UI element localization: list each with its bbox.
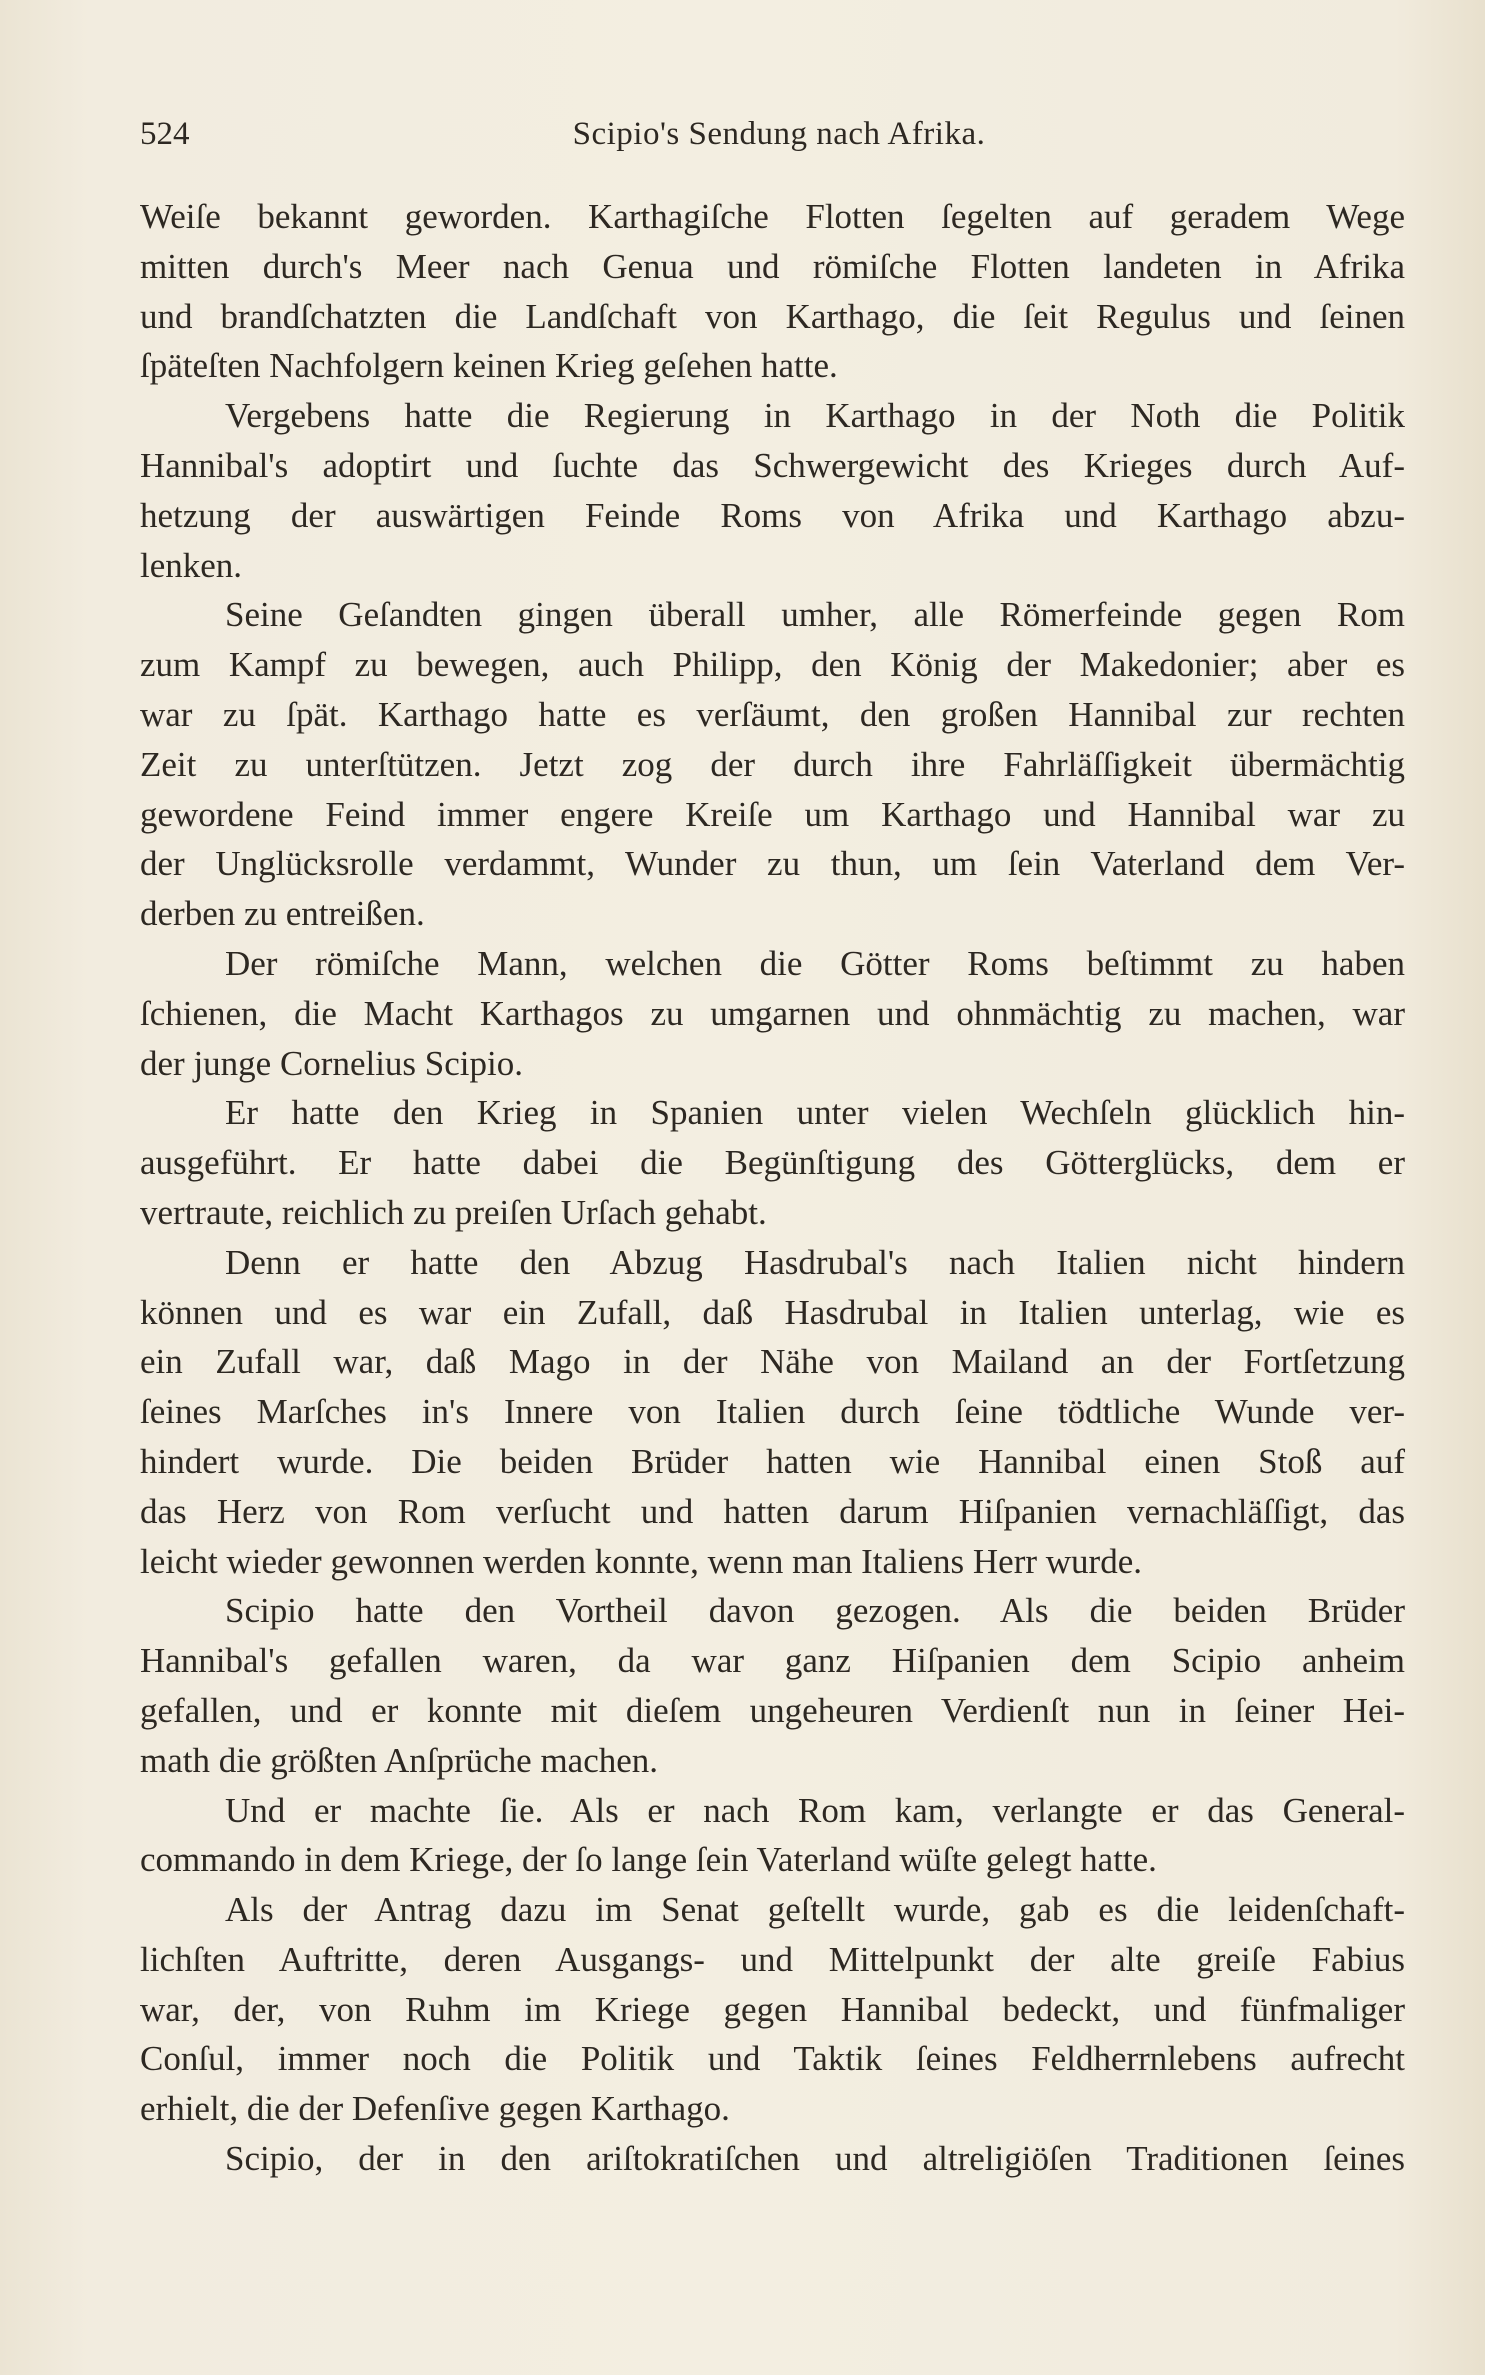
text-line: gefallen, und er konnte mit dieſem ungeheuren Verdienſt nun in ſeiner Hei- xyxy=(140,1690,1405,1730)
paragraph xyxy=(140,939,1405,1088)
paragraph xyxy=(140,1088,1405,1237)
text-line: Seine Geſandten gingen überall umher, alle Römerfeinde gegen Rom xyxy=(225,595,1405,635)
text-line: Hannibal's adoptirt und ſuchte das Schwergewicht des Krieges durch Auf- xyxy=(140,445,1405,485)
paragraph xyxy=(140,391,1405,590)
text-line: Zeit zu unterſtützen. Jetzt zog der durch ihre Fahrläſſigkeit übermächtig xyxy=(140,744,1405,784)
text-line: erhielt, die der Defenſive gegen Karthago. xyxy=(140,2089,730,2129)
text-line: vertraute, reichlich zu preiſen Urſach gehabt. xyxy=(140,1192,767,1232)
running-title: Scipio's Sendung nach Afrika. xyxy=(572,116,986,152)
text-line: leicht wieder gewonnen werden konnte, wenn man Italiens Herr wurde. xyxy=(140,1541,1142,1581)
text-line: war zu ſpät. Karthago hatte es verſäumt, den großen Hannibal zur rechten xyxy=(140,694,1405,734)
text-line: Denn er hatte den Abzug Hasdrubal's nach Italien nicht hindern xyxy=(225,1242,1405,1282)
text-line: Und er machte ſie. Als er nach Rom kam, verlangte er das General- xyxy=(225,1790,1405,1830)
page-number: 524 xyxy=(140,116,190,152)
text-line: hetzung der auswärtigen Feinde Roms von Afrika und Karthago abzu- xyxy=(140,495,1405,535)
text-line: Vergebens hatte die Regierung in Karthago in der Noth die Politik xyxy=(225,396,1405,436)
text-line: zum Kampf zu bewegen, auch Philipp, den König der Makedonier; aber es xyxy=(140,645,1405,685)
text-line: ſpäteſten Nachfolgern keinen Krieg geſehen hatte. xyxy=(140,346,838,386)
text-line: commando in dem Kriege, der ſo lange ſein Vaterland wüſte gelegt hatte. xyxy=(140,1840,1157,1880)
paragraph xyxy=(140,192,1405,391)
paragraph xyxy=(140,1786,1405,1886)
paragraph xyxy=(140,1586,1405,1785)
text-line: Weiſe bekannt geworden. Karthagiſche Flotten ſegelten auf geradem Wege xyxy=(140,197,1405,236)
text-line: lenken. xyxy=(140,545,243,585)
text-line: Conſul, immer noch die Politik und Taktik ſeines Feldherrnlebens aufrecht xyxy=(140,2039,1405,2079)
body-text xyxy=(140,192,1405,2184)
text-line: können und es war ein Zufall, daß Hasdrubal in Italien unterlag, wie es xyxy=(140,1292,1405,1332)
text-line: ein Zufall war, daß Mago in der Nähe von Mailand an der Fortſetzung xyxy=(140,1342,1405,1382)
text-line: war, der, von Ruhm im Kriege gegen Hannibal bedeckt, und fünfmaliger xyxy=(140,1989,1405,2029)
paragraph xyxy=(140,1885,1405,2134)
text-line: ſchienen, die Macht Karthagos zu umgarnen und ohnmächtig zu machen, war xyxy=(140,993,1405,1033)
text-line: gewordene Feind immer engere Kreiſe um Karthago und Hannibal war zu xyxy=(140,794,1405,834)
text-line: math die größten Anſprüche machen. xyxy=(140,1740,659,1780)
text-line: Scipio, der in den ariſtokratiſchen und altreligiöſen Traditionen ſeines xyxy=(225,2139,1405,2179)
paragraph xyxy=(140,590,1405,939)
text-line: mitten durch's Meer nach Genua und römiſche Flotten landeten in Afrika xyxy=(140,246,1405,286)
text-line: hindert wurde. Die beiden Brüder hatten wie Hannibal einen Stoß auf xyxy=(140,1441,1405,1481)
text-line: lichſten Auftritte, deren Ausgangs- und Mittelpunkt der alte greiſe Fabius xyxy=(140,1939,1405,1979)
text-line: ſeines Marſches in's Innere von Italien durch ſeine tödtliche Wunde ver- xyxy=(140,1392,1405,1432)
text-line: Der römiſche Mann, welchen die Götter Roms beſtimmt zu haben xyxy=(225,943,1405,983)
page-header xyxy=(140,112,1405,156)
text-line: und brandſchatzten die Landſchaft von Karthago, die ſeit Regulus und ſeinen xyxy=(140,296,1405,336)
text-line: Scipio hatte den Vortheil davon gezogen. Als die beiden Brüder xyxy=(225,1591,1405,1631)
paragraph xyxy=(140,1238,1405,1587)
paragraph xyxy=(140,2134,1405,2184)
text-line: das Herz von Rom verſucht und hatten darum Hiſpanien vernachläſſigt, das xyxy=(140,1491,1405,1531)
text-line: Hannibal's gefallen waren, da war ganz Hiſpanien dem Scipio anheim xyxy=(140,1641,1405,1681)
text-line: ausgeführt. Er hatte dabei die Begünſtigung des Götterglücks, dem er xyxy=(140,1143,1405,1183)
text-line: Er hatte den Krieg in Spanien unter vielen Wechſeln glücklich hin- xyxy=(225,1093,1405,1133)
text-line: derben zu entreißen. xyxy=(140,894,425,934)
text-line: Als der Antrag dazu im Senat geſtellt wurde, gab es die leidenſchaft- xyxy=(225,1890,1405,1930)
text-line: der Unglücksrolle verdammt, Wunder zu thun, um ſein Vaterland dem Ver- xyxy=(140,844,1405,884)
text-line: der junge Cornelius Scipio. xyxy=(140,1043,524,1083)
